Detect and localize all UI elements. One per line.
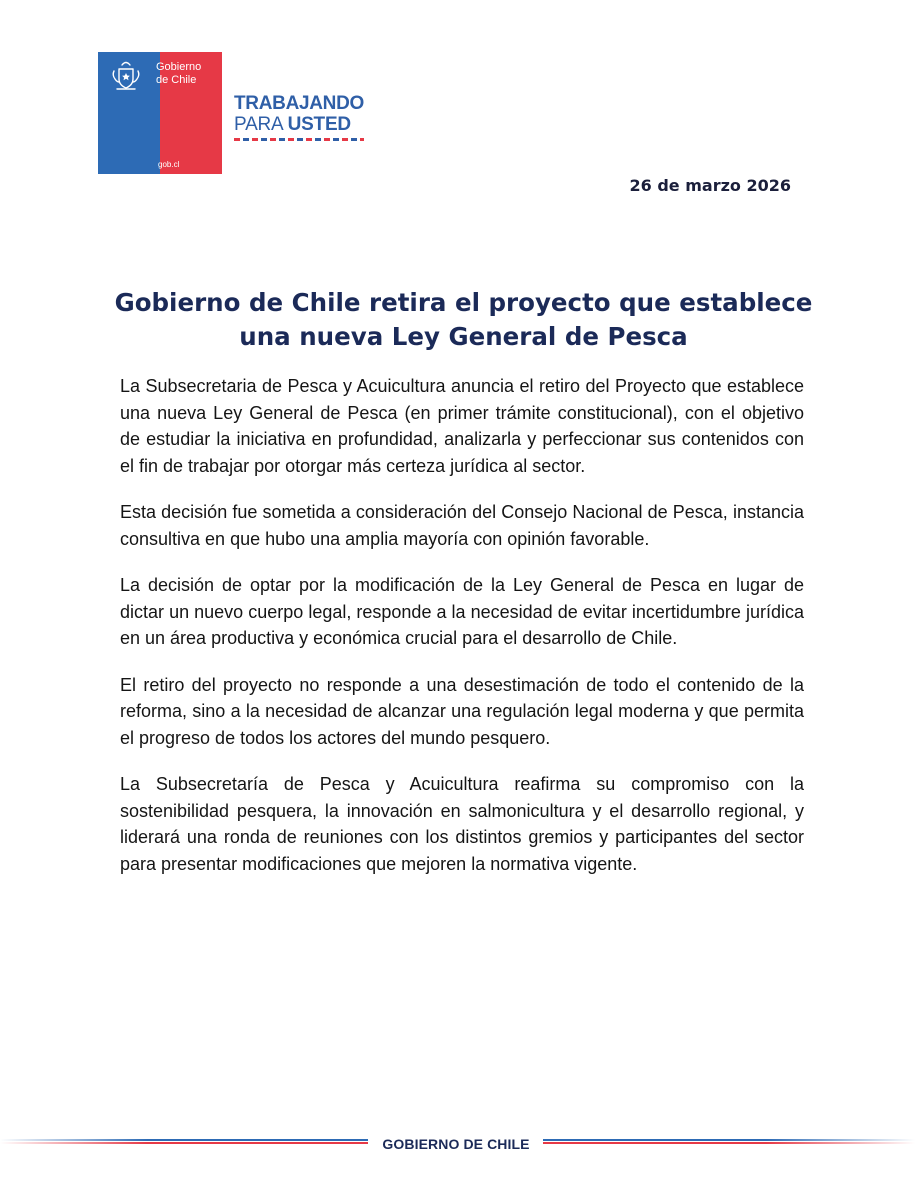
- paragraph: La decisión de optar por la modificación de la Ley General de Pesca en lugar de dictar un nuevo cuerpo legal, responde a la necesidad de evitar incertidumbre jurídica en un área productiva y económica crucial para el desarrollo de Chile.: [120, 575, 804, 648]
- logo-url: gob.cl: [158, 160, 180, 169]
- paragraph: La Subsecretaría de Pesca y Acuicultura reafirma su compromiso con la sostenibilidad pesquera, la innovación en salmonicultura y el desarrollo regional, y liderará una ronda de reuniones con los distintos gremios y participantes del sector para presentar modificaciones que mejoren la normativa vigente.: [120, 774, 804, 874]
- footer-stripe-red: [543, 1142, 915, 1144]
- paragraph: Esta decisión fue sometida a consideración del Consejo Nacional de Pesca, instancia consultiva en que hubo una amplia mayoría con opinión favorable.: [120, 502, 804, 549]
- slogan-line-1: TRABAJANDO: [234, 93, 365, 114]
- footer: [0, 1135, 915, 1155]
- logo-name: Gobierno de Chile: [156, 61, 202, 86]
- gobierno-de-chile-logo: [98, 52, 222, 174]
- slogan-line-2-emphasis: USTED: [287, 114, 351, 135]
- slogan-underline: [234, 138, 364, 141]
- slogan-line-2: [234, 114, 364, 135]
- footer-stripe-red: [0, 1142, 368, 1144]
- footer-stripes-right: [543, 1139, 915, 1147]
- coat-of-arms-icon: [108, 59, 144, 93]
- release-date: 26 de marzo 2026: [629, 176, 791, 195]
- footer-stripe-blue: [543, 1139, 915, 1141]
- document-body: [120, 373, 804, 897]
- logo-blue-panel: [98, 52, 202, 174]
- footer-stripe-blue: [0, 1139, 368, 1141]
- slogan-line-2-prefix: PARA: [234, 114, 288, 135]
- document-title: Gobierno de Chile retira el proyecto que establece una nueva Ley General de Pesca: [114, 288, 813, 351]
- paragraph: La Subsecretaria de Pesca y Acuicultura anuncia el retiro del Proyecto que establece una nueva Ley General de Pesca (en primer trámite constitucional), con el objetivo de estudiar la iniciativa en profundidad, analizarla y perfeccionar sus contenidos con el fin de trabajar por otorgar más certeza jurídica al sector.: [120, 376, 804, 476]
- slogan: [234, 93, 364, 135]
- footer-label: GOBIERNO DE CHILE: [382, 1136, 530, 1152]
- footer-stripes-left: [0, 1139, 368, 1147]
- paragraph: El retiro del proyecto no responde a una desestimación de todo el contenido de la reforma, sino a la necesidad de alcanzar una regulación legal moderna y que permita el progreso de todos los actores del mundo pesquero.: [120, 674, 804, 748]
